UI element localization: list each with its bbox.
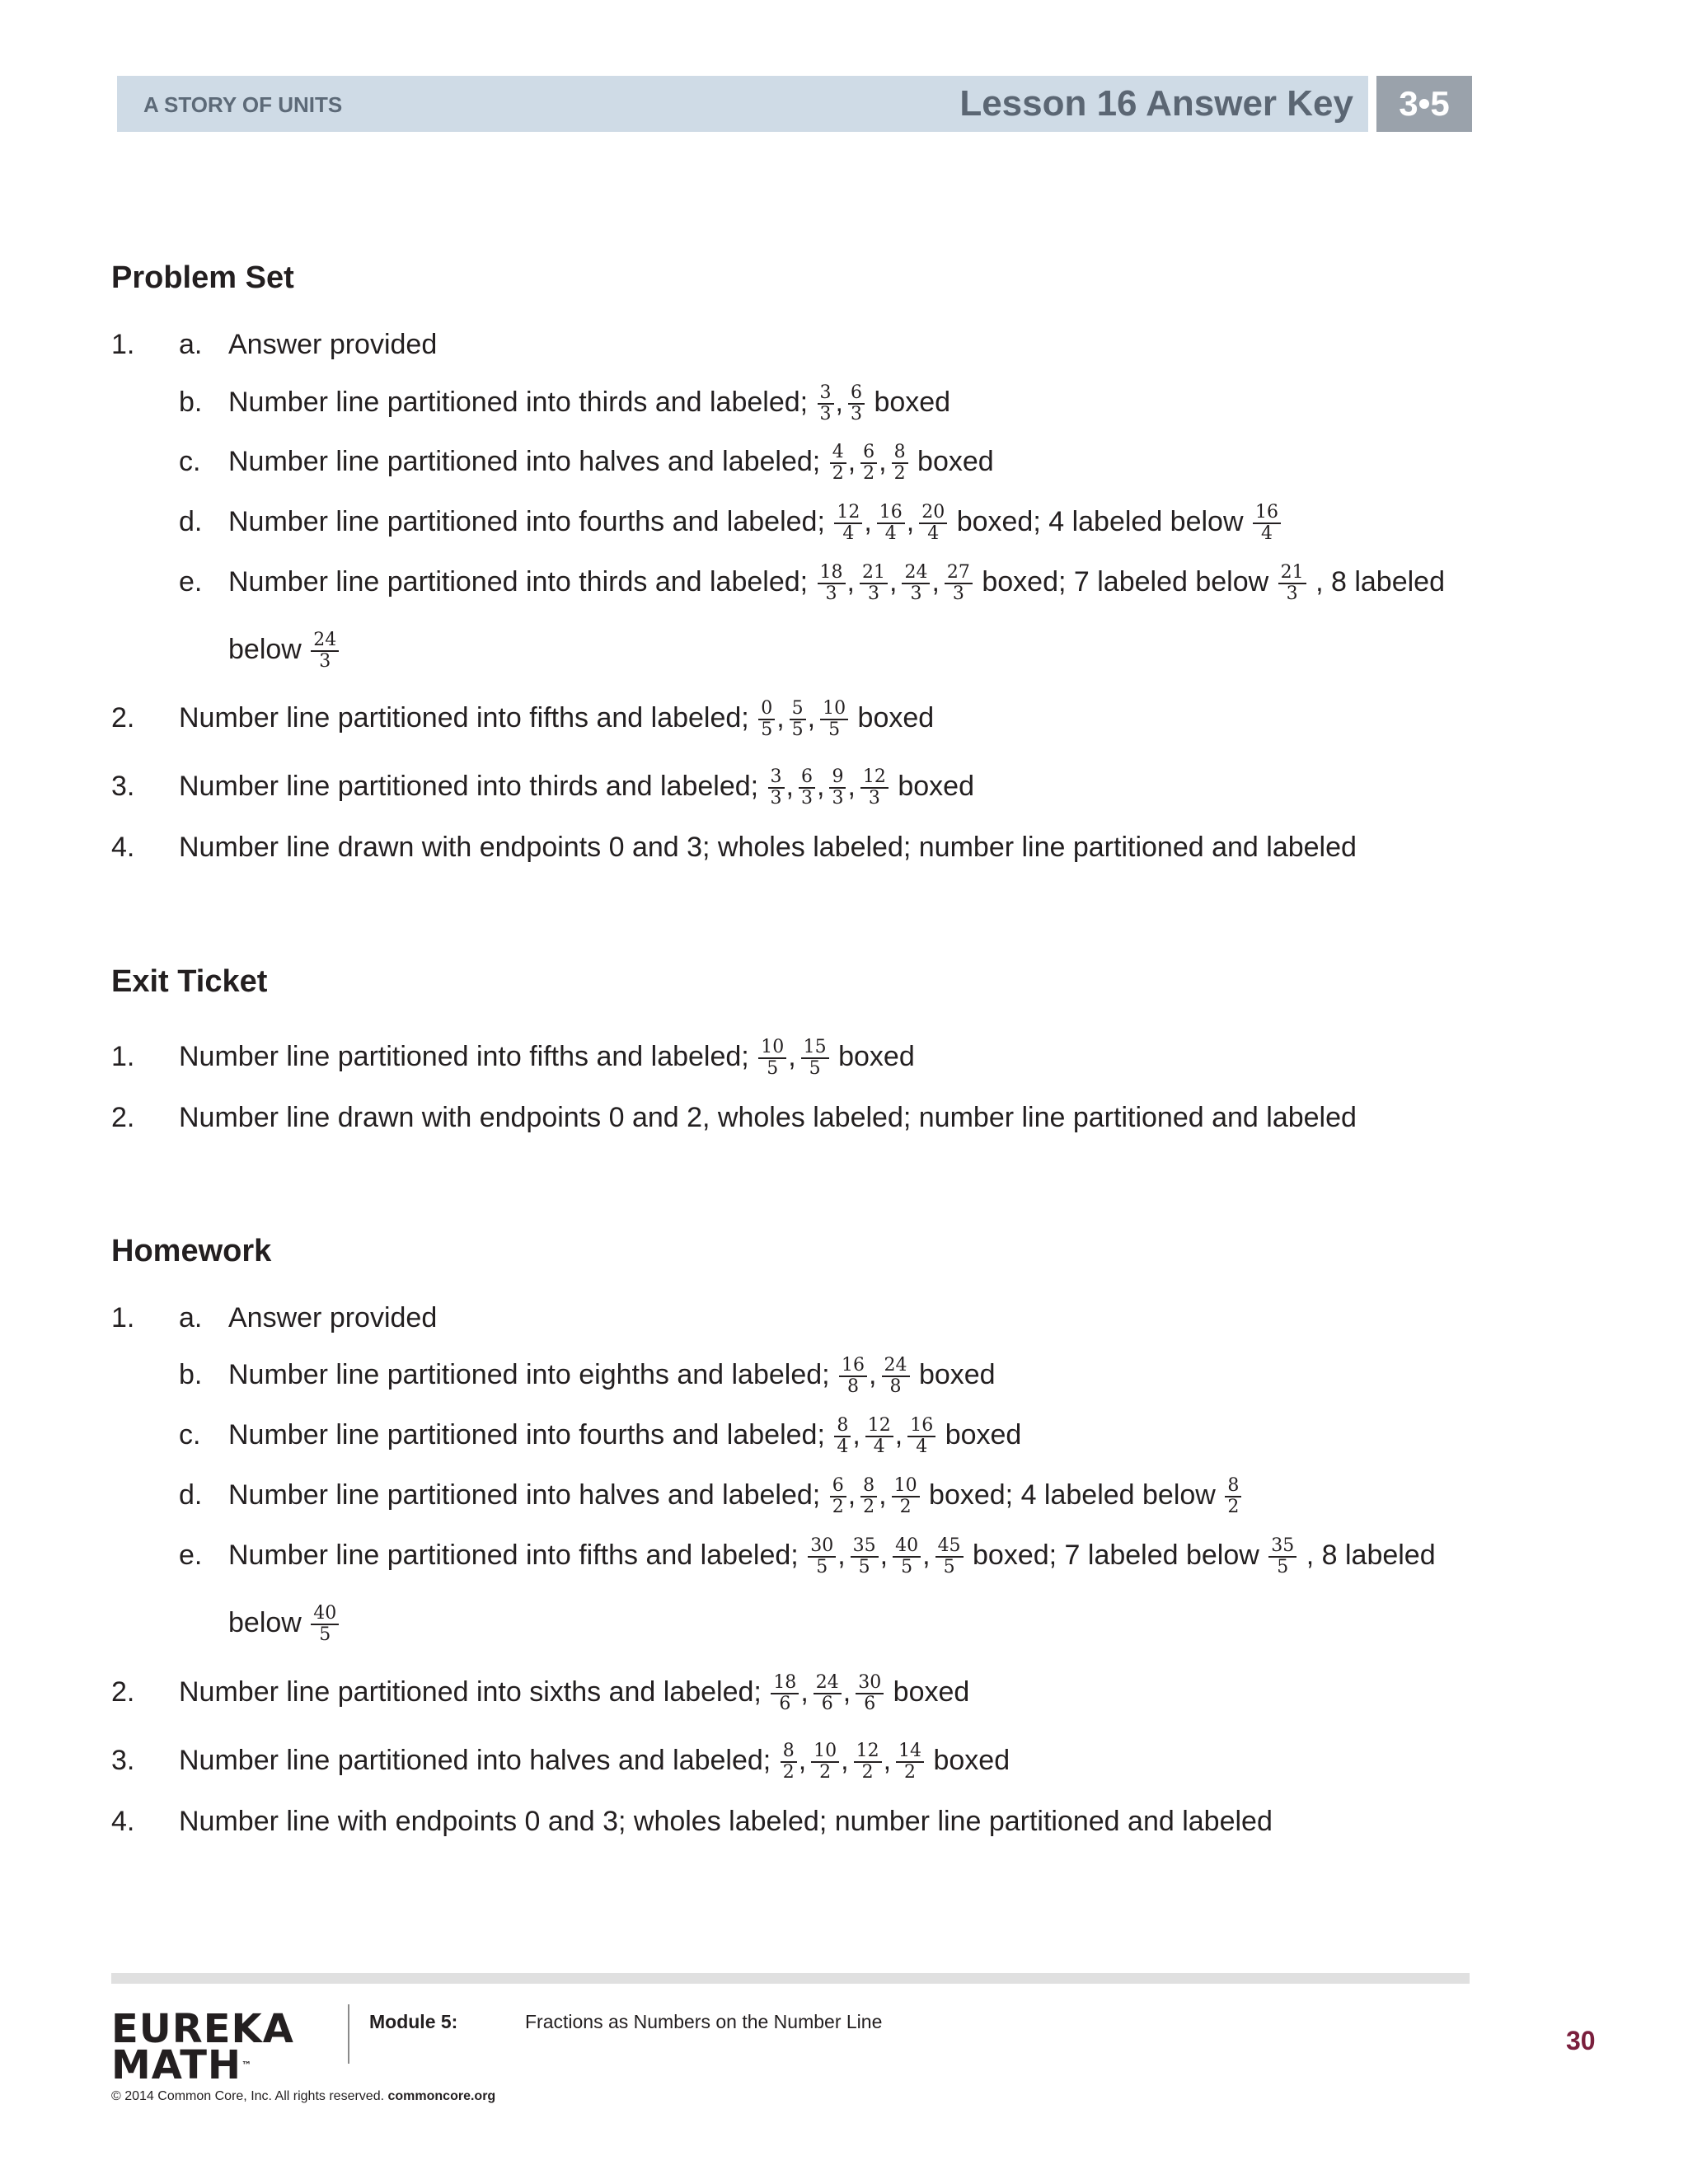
item-letter: b.: [179, 1359, 203, 1390]
item-letter: c.: [179, 1419, 201, 1451]
item-letter: e.: [179, 1540, 203, 1571]
fraction: $\frac{4}{2}$: [830, 443, 846, 484]
answer-text: Number line partitioned into eighths and labeled; $\frac{16}{8}$ , $\frac{24}{8}$ boxed: [228, 1355, 996, 1398]
item-3: [0, 1736, 1688, 1785]
answer-text: Number line partitioned into fifths and labeled; $\frac{0}{5}$ , $\frac{5}{5}$ , $\frac{10}{5}$ boxed: [179, 698, 935, 741]
footer-vertical-divider: [348, 2004, 349, 2064]
answer-text: Number line partitioned into sixths and labeled; $\frac{18}{6}$ , $\frac{24}{6}$ , $\frac{30}{6}$ boxed: [179, 1672, 970, 1715]
item-number: 4.: [111, 1806, 135, 1837]
answer-text: Answer provided: [228, 1302, 438, 1333]
fraction: $\frac{15}{5}$: [801, 1038, 829, 1079]
answer-text: below $\frac{24}{3}$: [228, 625, 340, 674]
fraction: $\frac{16}{4}$: [907, 1416, 935, 1457]
item-number: 2.: [111, 1676, 135, 1708]
fraction: $\frac{35}{5}$: [851, 1536, 879, 1577]
fraction: $\frac{40}{5}$: [893, 1536, 921, 1577]
answer-text: Number line partitioned into fifths and labeled; $\frac{10}{5}$ , $\frac{15}{5}$ boxed: [179, 1037, 915, 1080]
item-number: 1.: [111, 329, 135, 360]
fraction-below: $\frac{24}{3}$: [311, 630, 339, 672]
fraction: $\frac{16}{4}$: [877, 503, 905, 544]
logo-line-1: EUREKA: [111, 2006, 294, 2052]
item-1e: [0, 557, 1688, 607]
fraction: $\frac{10}{2}$: [811, 1741, 839, 1783]
fraction-below: $\frac{8}{2}$: [1225, 1476, 1241, 1517]
copyright-notice: © 2014 Common Core, Inc. All rights reserved. commoncore.org: [111, 2089, 496, 2103]
fraction: $\frac{12}{3}$: [860, 767, 889, 808]
item-1d: [0, 497, 1688, 546]
answer-text: Number line partitioned into thirds and labeled; $\frac{3}{3}$ , $\frac{6}{3}$ boxed: [228, 382, 951, 425]
item-letter: e.: [179, 566, 203, 598]
fraction: $\frac{24}{8}$: [882, 1356, 910, 1397]
fraction: $\frac{6}{3}$: [799, 767, 815, 808]
footer-divider: [111, 1973, 1470, 1984]
module-title: Fractions as Numbers on the Number Line: [525, 2011, 883, 2032]
fraction: $\frac{14}{2}$: [896, 1741, 924, 1783]
item-letter: d.: [179, 506, 203, 537]
item-letter: d.: [179, 1479, 203, 1511]
fraction: $\frac{21}{3}$: [860, 563, 888, 604]
item-number: 3.: [111, 771, 135, 802]
item-1d: [0, 1470, 1688, 1520]
fraction: $\frac{10}{2}$: [892, 1476, 920, 1517]
answer-text: Number line drawn with endpoints 0 and 2, wholes labeled; number line partitioned and labeled: [179, 1102, 1357, 1133]
fraction: $\frac{8}{2}$: [781, 1741, 797, 1783]
eureka-math-logo: [111, 2006, 294, 2088]
fraction-below: $\frac{35}{5}$: [1268, 1536, 1296, 1577]
item-number: 1.: [111, 1302, 135, 1333]
answer-text: below $\frac{40}{5}$: [228, 1598, 340, 1647]
answer-text: Number line partitioned into halves and labeled; $\frac{6}{2}$ , $\frac{8}{2}$ , $\frac{10}{2}$ boxed; 4 labeled below $\frac{8}{2}$: [228, 1470, 1243, 1520]
module-label: Module 5:: [369, 2011, 458, 2032]
fraction: $\frac{3}{3}$: [818, 383, 834, 424]
answer-text: Answer provided: [228, 329, 438, 360]
fraction: $\frac{10}{5}$: [758, 1038, 786, 1079]
item-number: 4.: [111, 832, 135, 863]
fraction: $\frac{24}{6}$: [814, 1673, 842, 1714]
item-4: [0, 823, 1688, 872]
section-heading-problem-set: Problem Set: [111, 260, 294, 295]
item-3: [0, 762, 1688, 811]
item-number: 1.: [111, 1041, 135, 1072]
fraction-below: $\frac{40}{5}$: [311, 1604, 339, 1645]
item-1a: 1. Answer provided a.: [0, 320, 1688, 369]
fraction: $\frac{12}{4}$: [834, 503, 862, 544]
grade-module-badge: 3•5: [1376, 76, 1472, 132]
answer-text: Number line partitioned into fifths and labeled; $\frac{30}{5}$ , $\frac{35}{5}$ , $\frac{40}{5}$ , $\frac{45}{5}$ boxed; 7 labeled below $\frac{35}{5}$ , 8 labeled: [228, 1535, 1436, 1578]
exit-item-2: [0, 1093, 1688, 1142]
item-number: 3.: [111, 1745, 135, 1776]
answer-text: Number line partitioned into halves and labeled; $\frac{4}{2}$ , $\frac{6}{2}$ , $\frac{8}{2}$ boxed: [228, 442, 994, 485]
item-1a: 1. Answer provided a.: [0, 1293, 1688, 1343]
item-number: 2.: [111, 702, 135, 733]
fraction: $\frac{30}{6}$: [856, 1673, 884, 1714]
fraction: $\frac{27}{3}$: [945, 563, 973, 604]
fraction: $\frac{5}{5}$: [790, 699, 806, 740]
answer-text: Number line drawn with endpoints 0 and 3; wholes labeled; number line partitioned and labeled: [179, 832, 1357, 863]
answer-text: Number line partitioned into thirds and labeled; $\frac{3}{3}$ , $\frac{6}{3}$ , $\frac{9}{3}$ , $\frac{12}{3}$ boxed: [179, 766, 974, 809]
item-1c: [0, 1410, 1688, 1460]
fraction: $\frac{18}{6}$: [771, 1673, 799, 1714]
fraction: $\frac{12}{4}$: [865, 1416, 893, 1457]
item-1c: [0, 437, 1688, 486]
item-2: [0, 693, 1688, 743]
logo-line-2: MATH™: [111, 2042, 253, 2088]
page-number: 30: [1566, 2026, 1596, 2055]
item-1e-continued: [0, 625, 1688, 674]
section-heading-exit-ticket: Exit Ticket: [111, 964, 268, 999]
fraction: $\frac{3}{3}$: [768, 767, 785, 808]
fraction: $\frac{45}{5}$: [935, 1536, 964, 1577]
fraction: $\frac{0}{5}$: [758, 699, 775, 740]
item-letter: b.: [179, 387, 203, 418]
item-1b: [0, 1350, 1688, 1399]
fraction-below: $\frac{21}{3}$: [1278, 563, 1306, 604]
fraction: $\frac{8}{2}$: [892, 443, 908, 484]
fraction: $\frac{18}{3}$: [818, 563, 846, 604]
lesson-title: Lesson 16 Answer Key: [959, 83, 1353, 124]
exit-item-1: [0, 1032, 1688, 1081]
fraction: $\frac{6}{2}$: [830, 1476, 846, 1517]
fraction: $\frac{20}{4}$: [919, 503, 947, 544]
header-banner: [117, 76, 1368, 132]
fraction: $\frac{16}{8}$: [839, 1356, 867, 1397]
item-1e: [0, 1530, 1688, 1580]
item-number: 2.: [111, 1102, 135, 1133]
answer-text: Number line partitioned into fourths and labeled; $\frac{12}{4}$ , $\frac{16}{4}$ , $\frac{20}{4}$ boxed; 4 labeled below $\frac{16}{4}$: [228, 497, 1282, 546]
item-letter: c.: [179, 446, 201, 477]
series-title: A STORY OF UNITS: [143, 92, 343, 117]
fraction: $\frac{6}{3}$: [848, 383, 865, 424]
answer-text: Number line with endpoints 0 and 3; wholes labeled; number line partitioned and labeled: [179, 1806, 1273, 1837]
section-heading-homework: Homework: [111, 1234, 272, 1268]
item-4: [0, 1797, 1688, 1846]
fraction: $\frac{10}{5}$: [820, 699, 848, 740]
item-2: [0, 1667, 1688, 1717]
answer-text: Number line partitioned into halves and labeled; $\frac{8}{2}$ , $\frac{10}{2}$ , $\frac{12}{2}$ , $\frac{14}{2}$ boxed: [179, 1741, 1010, 1783]
answer-text: Number line partitioned into thirds and labeled; $\frac{18}{3}$ , $\frac{21}{3}$ , $\frac{24}{3}$ , $\frac{27}{3}$ boxed; 7 labeled below $\frac{21}{3}$ , 8 labeled: [228, 562, 1445, 605]
fraction: $\frac{6}{2}$: [860, 443, 877, 484]
fraction: $\frac{8}{2}$: [860, 1476, 877, 1517]
fraction: $\frac{12}{2}$: [854, 1741, 882, 1783]
fraction-below: $\frac{16}{4}$: [1253, 503, 1281, 544]
fraction: $\frac{9}{3}$: [829, 767, 846, 808]
fraction: $\frac{24}{3}$: [902, 563, 930, 604]
fraction: $\frac{30}{5}$: [808, 1536, 836, 1577]
answer-text: Number line partitioned into fourths and labeled; $\frac{8}{4}$ , $\frac{12}{4}$ , $\frac{16}{4}$ boxed: [228, 1415, 1022, 1458]
item-1b: [0, 377, 1688, 427]
item-1e-continued: [0, 1598, 1688, 1647]
fraction: $\frac{8}{4}$: [834, 1416, 851, 1457]
